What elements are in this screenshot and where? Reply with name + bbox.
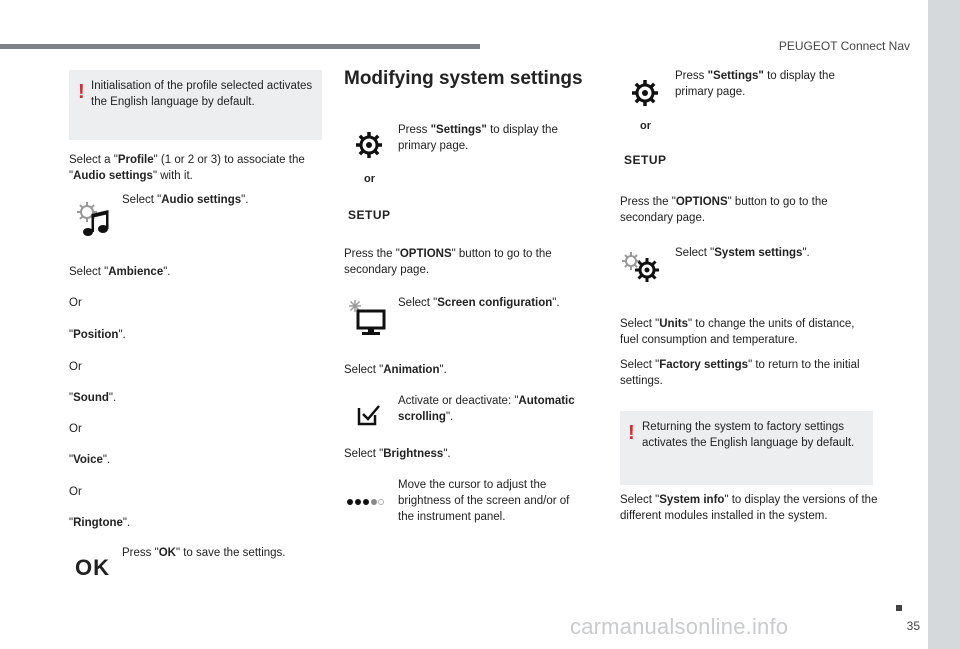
cursor-text: Move the cursor to adjust the brightness of the screen and/or of the instrument panel.: [398, 479, 570, 523]
header-rule: [0, 44, 480, 49]
option-voice: "Voice".: [69, 454, 111, 466]
press-settings-text: Press "Settings" to display the primary page.: [398, 124, 558, 152]
options-text-2: Press the "OPTIONS" button to go to the secondary page.: [620, 196, 828, 224]
or-text-3: Or: [69, 423, 82, 435]
warning-icon-2: !: [628, 422, 635, 444]
option-position: "Position".: [69, 329, 126, 341]
select-brightness: Select "Brightness".: [344, 448, 451, 460]
screen-config-icon: [347, 299, 387, 337]
or-label-2: or: [640, 120, 651, 132]
page-header-title: PEUGEOT Connect Nav: [778, 39, 910, 53]
press-ok-text: Press "OK" to save the settings.: [122, 547, 286, 559]
note-box-profile: [69, 70, 322, 140]
select-screen-config: Select "Screen configuration".: [398, 297, 560, 309]
settings-gear-icon: [355, 131, 383, 159]
select-system-settings: Select "System settings".: [675, 247, 810, 259]
press-settings-text-2: Press "Settings" to display the primary page.: [675, 70, 835, 98]
side-margin-bar: [928, 0, 960, 649]
system-settings-icon: [620, 249, 662, 285]
audio-settings-icon: [74, 199, 112, 239]
or-text-2: Or: [69, 361, 82, 373]
ok-button-label: OK: [75, 555, 110, 580]
section-heading: Modifying system settings: [344, 68, 583, 89]
option-ringtone: "Ringtone".: [69, 517, 131, 529]
page-number: 35: [906, 619, 920, 633]
watermark-text: carmanualsonline.info: [570, 614, 789, 639]
options-text: Press the "OPTIONS" button to go to the secondary page.: [344, 248, 552, 276]
brightness-slider-icon: [346, 497, 384, 507]
setup-button-label-2: SETUP: [624, 153, 667, 167]
or-label: or: [364, 173, 375, 185]
select-animation: Select "Animation".: [344, 364, 447, 376]
select-system-info: Select "System info" to display the versions of the different modules installed in the system.: [620, 494, 878, 522]
or-text-4: Or: [69, 486, 82, 498]
page-marker: [896, 605, 902, 611]
select-factory-settings: Select "Factory settings" to return to the initial settings.: [620, 359, 860, 387]
settings-gear-icon-2: [631, 79, 659, 107]
select-ambience: Select "Ambience".: [69, 266, 171, 278]
warning-icon: !: [78, 81, 85, 103]
note-text-2: Returning the system to factory settings activates the English language by default.: [642, 421, 855, 449]
note-box-factory: [620, 411, 873, 485]
option-sound: "Sound".: [69, 392, 117, 404]
select-units: Select "Units" to change the units of distance, fuel consumption and temperature.: [620, 318, 855, 346]
note-text: Initialisation of the profile selected activates the English language by default.: [91, 80, 313, 108]
select-audio-settings: Select "Audio settings".: [122, 194, 249, 206]
setup-button-label: SETUP: [348, 208, 391, 222]
select-profile-text: Select a "Profile" (1 or 2 or 3) to associate the "Audio settings" with it.: [69, 154, 305, 182]
autoscroll-text: Activate or deactivate: "Automatic scrolling".: [398, 395, 575, 423]
or-text-1: Or: [69, 297, 82, 309]
checkbox-icon: [357, 404, 381, 426]
